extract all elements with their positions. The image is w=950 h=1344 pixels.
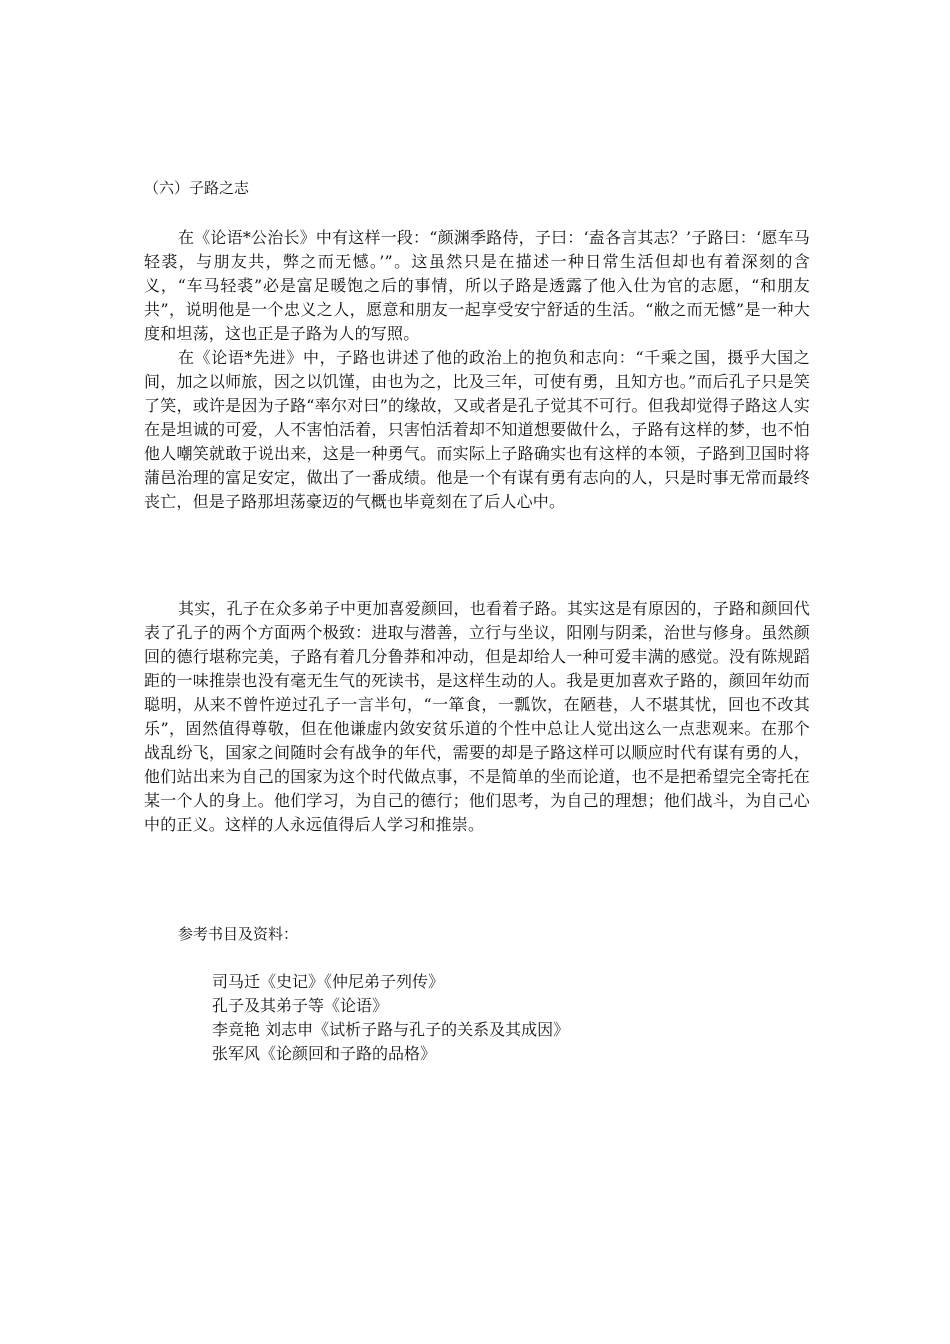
paragraph-1: 在《论语*公治长》中有这样一段：“颜渊季路侍，子曰：‘盍各言其志？’子路曰：‘愿车马轻裘，与朋友共，弊之而无憾。’”。这虽然只是在描述一种日常生活但却也有着深刻的含义，“车马轻裘”必是富足暖饱之后的事情，所以子路是透露了他入仕为官的志愿，“和朋友共”，说明他是一个忠义之人，愿意和朋友一起享受安宁舒适的生活。“敝之而无憾”是一种大度和坦荡，这也正是子路为人的写照。 — [144, 228, 810, 343]
paragraph-3: 其实，孔子在众多弟子中更加喜爱颜回，也看着子路。其实这是有原因的，子路和颜回代表了孔子的两个方面两个极致：进取与潜善，立行与坐议，阳刚与阴柔，治世与修身。虽然颜回的德行堪称完美，子路有着几分鲁莽和冲动，但是却给人一种可爱丰满的感觉。没有陈规蹈距的一味推崇也没有毫无生气的死读书，是这样生动的人。我是更加喜欢子路的，颜回年幼而聪明，从来不曾忤逆过孔子一言半句，“一箪食，一瓢饮，在陋巷，人不堪其忧，回也不改其乐”，固然值得尊敬，但在他谦虚内敛安贫乐道的个性中总让人觉出这么一点悲观来。在那个战乱纷飞，国家之间随时会有战争的年代，需要的却是子路这样可以顺应时代有谋有勇的人，他们站出来为自己的国家为这个时代做点事，不是简单的坐而论道，也不是把希望完全寄托在某一个人的身上。他们学习，为自己的德行；他们思考，为自己的理想；他们战斗，为自己心中的正义。这样的人永远值得后人学习和推崇。 — [144, 599, 810, 834]
body-text-block-2 — [144, 597, 810, 837]
references-title: 参考书目及资料： — [178, 925, 299, 943]
reference-item: 司马迁《史记》《仲尼弟子列传》 — [212, 972, 445, 991]
reference-item: 张军风《论颜回和子路的品格》 — [212, 1044, 437, 1063]
section-heading: （六）子路之志 — [144, 179, 250, 197]
reference-item: 孔子及其弟子等《论语》 — [212, 996, 389, 1015]
references-list — [212, 970, 569, 1066]
body-text-block-1 — [144, 226, 810, 514]
reference-item: 李竞艳 刘志申《试析子路与孔子的关系及其成因》 — [212, 1020, 570, 1039]
paragraph-2: 在《论语*先进》中，子路也讲述了他的政治上的抱负和志向：“千乘之国，摄乎大国之间，加之以师旅，因之以饥馑，由也为之，比及三年，可使有勇，且知方也。”而后孔子只是笑了笑，或许是因为子路“率尔对曰”的缘故，又或者是孔子觉其不可行。但我却觉得子路这人实在是坦诚的可爱，人不害怕活着，只害怕活着却不知道想要做什么，子路有这样的梦，也不怕他人嘲笑就敢于说出来，这是一种勇气。而实际上子路确实也有这样的本领，子路到卫国时将蒲邑治理的富足安定，做出了一番成绩。他是一个有谋有勇有志向的人，只是时事无常而最终丧亡，但是子路那坦荡豪迈的气概也毕竟刻在了后人心中。 — [144, 348, 810, 511]
